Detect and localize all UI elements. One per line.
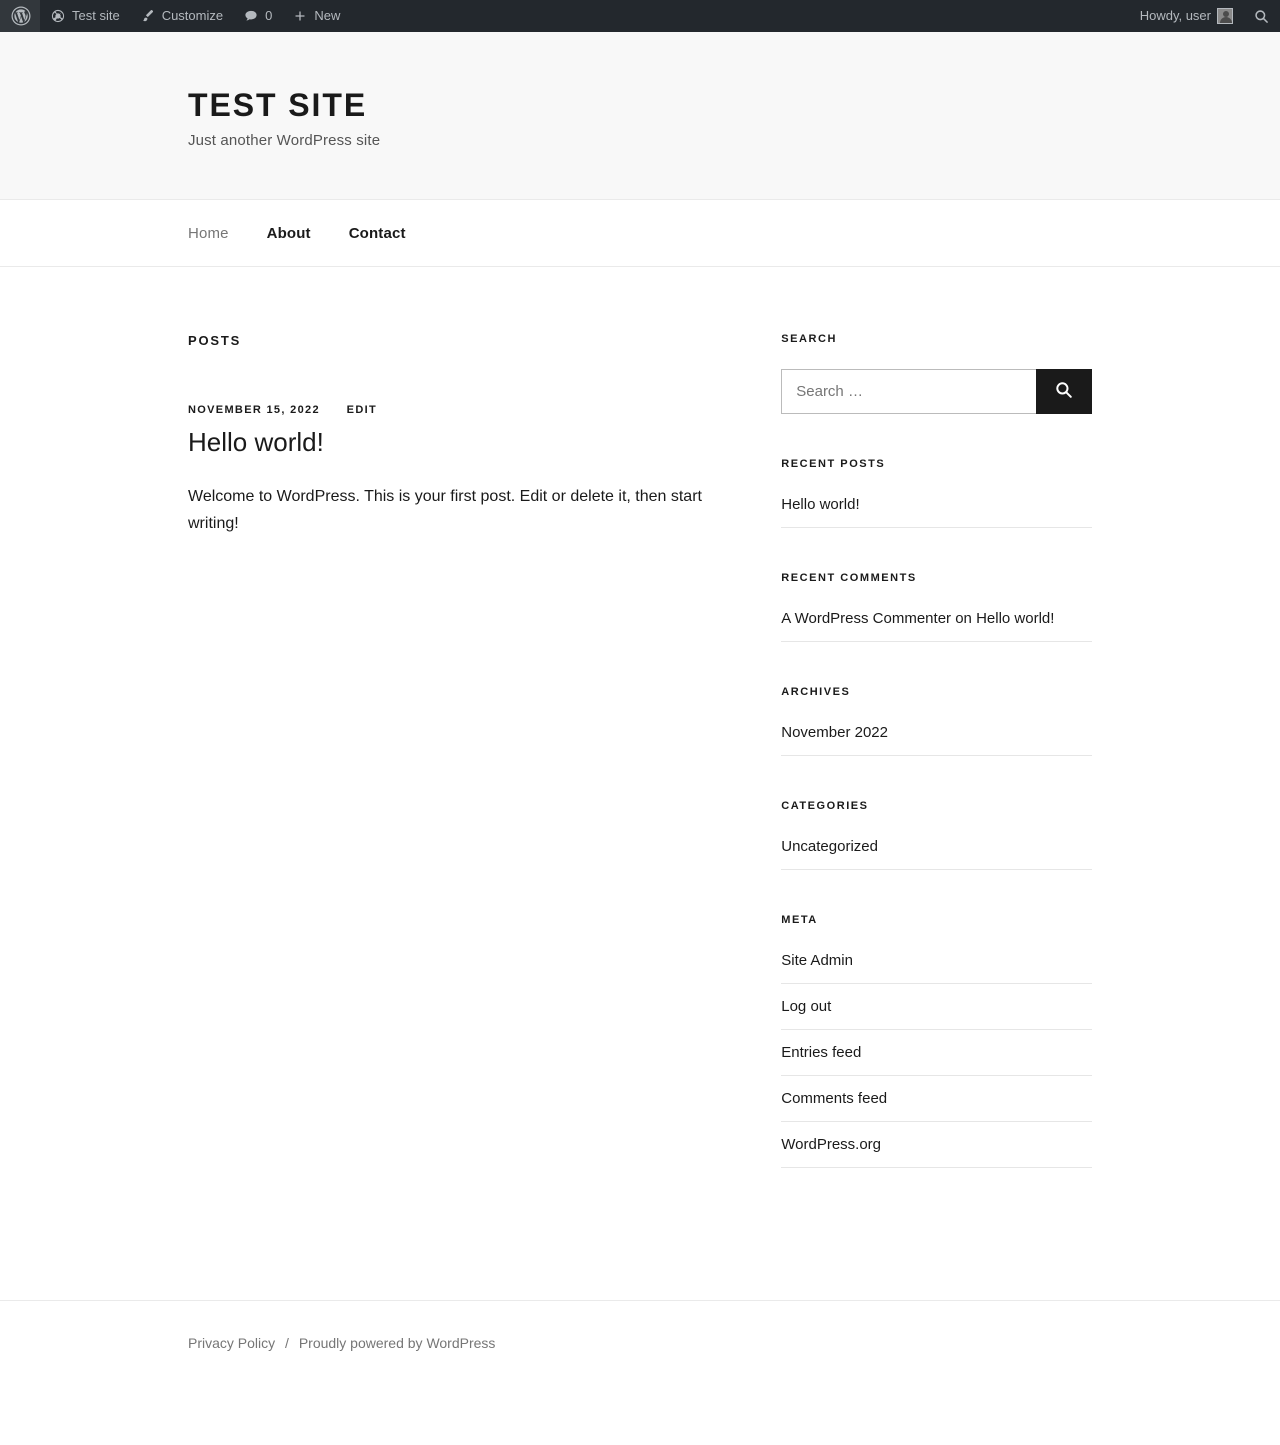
wp-logo-menu[interactable] bbox=[0, 0, 40, 32]
admin-bar-comments[interactable] bbox=[233, 0, 282, 32]
widget-meta-title: META bbox=[781, 914, 818, 927]
post-title[interactable]: Hello world! bbox=[188, 427, 324, 458]
recent-post-link[interactable]: Hello world! bbox=[781, 496, 860, 514]
dashboard-icon bbox=[50, 8, 66, 24]
site-header-inner bbox=[188, 86, 1092, 149]
posts-heading: POSTS bbox=[188, 333, 242, 349]
widget-search-title: SEARCH bbox=[781, 333, 837, 346]
nav-item-home[interactable]: Home bbox=[188, 224, 229, 242]
privacy-policy-link[interactable]: Privacy Policy bbox=[188, 1335, 276, 1352]
primary-navigation bbox=[0, 200, 1280, 267]
content-wrap bbox=[188, 267, 1092, 1212]
admin-bar-new-label: New bbox=[314, 8, 341, 23]
archives-list bbox=[781, 722, 1092, 756]
meta-list bbox=[781, 950, 1092, 1168]
main-content bbox=[188, 333, 721, 1212]
admin-bar-my-account[interactable] bbox=[1130, 0, 1243, 32]
admin-bar-new-content[interactable] bbox=[282, 0, 350, 32]
site-footer-inner bbox=[188, 1335, 1092, 1351]
wordpress-credit-link[interactable]: Proudly powered by WordPress bbox=[298, 1335, 496, 1352]
post-excerpt-text: Welcome to WordPress. This is your first post. Edit or delete it, then start writing! bbox=[188, 488, 702, 532]
comment-post-link[interactable]: Hello world! bbox=[976, 610, 1055, 628]
meta-link-site-admin[interactable]: Site Admin bbox=[781, 952, 853, 970]
list-item bbox=[781, 608, 1092, 642]
widget-archives bbox=[781, 686, 1092, 756]
wordpress-logo-icon bbox=[11, 6, 31, 26]
plus-icon bbox=[292, 8, 308, 24]
paintbrush-icon bbox=[140, 8, 156, 24]
list-item bbox=[781, 722, 1092, 756]
wp-admin-bar bbox=[0, 0, 1280, 32]
post-article bbox=[188, 404, 721, 537]
post-content bbox=[188, 484, 721, 537]
admin-bar-customize[interactable] bbox=[130, 0, 233, 32]
widget-recent-posts-title: RECENT POSTS bbox=[781, 458, 886, 471]
page-title[interactable]: TEST SITE bbox=[188, 87, 368, 123]
post-edit-link[interactable]: EDIT bbox=[346, 404, 378, 417]
site-header bbox=[0, 32, 1280, 200]
widget-categories-title: CATEGORIES bbox=[781, 800, 869, 813]
list-item bbox=[781, 836, 1092, 870]
list-item bbox=[781, 1076, 1092, 1122]
categories-list bbox=[781, 836, 1092, 870]
widget-recent-posts bbox=[781, 458, 1092, 528]
meta-link-comments-feed[interactable]: Comments feed bbox=[781, 1090, 888, 1108]
admin-bar-howdy-label: Howdy, user bbox=[1139, 8, 1211, 23]
search-icon bbox=[1054, 380, 1074, 403]
archive-link[interactable]: November 2022 bbox=[781, 724, 888, 742]
nav-item-contact[interactable]: Contact bbox=[348, 224, 406, 242]
admin-bar-comments-count: 0 bbox=[265, 8, 273, 23]
recent-comments-list bbox=[781, 608, 1092, 642]
admin-bar-site-name[interactable] bbox=[40, 0, 130, 32]
list-item bbox=[781, 984, 1092, 1030]
site-description: Just another WordPress site bbox=[188, 132, 381, 150]
admin-bar-left-group bbox=[0, 0, 350, 32]
comment-on-text: on bbox=[955, 610, 972, 628]
primary-navigation-inner bbox=[188, 200, 1092, 266]
meta-link-log-out[interactable]: Log out bbox=[781, 998, 832, 1016]
sidebar bbox=[781, 333, 1092, 1212]
search-form bbox=[781, 369, 1092, 414]
meta-link-entries-feed[interactable]: Entries feed bbox=[781, 1044, 862, 1062]
list-item bbox=[781, 494, 1092, 528]
search-input[interactable] bbox=[781, 369, 1036, 414]
recent-posts-list bbox=[781, 494, 1092, 528]
search-icon bbox=[1253, 8, 1270, 25]
admin-bar-site-name-label: Test site bbox=[72, 8, 120, 23]
widget-recent-comments-title: RECENT COMMENTS bbox=[781, 572, 917, 585]
comment-bubble-icon bbox=[243, 8, 259, 24]
nav-item-about[interactable]: About bbox=[266, 224, 311, 242]
search-submit-button[interactable] bbox=[1036, 369, 1092, 414]
site-footer bbox=[0, 1300, 1280, 1385]
admin-bar-right-group bbox=[1130, 0, 1280, 32]
widget-meta bbox=[781, 914, 1092, 1168]
admin-bar-customize-label: Customize bbox=[161, 8, 224, 23]
list-item bbox=[781, 950, 1092, 984]
avatar bbox=[1217, 8, 1233, 24]
footer-separator: / bbox=[285, 1335, 289, 1352]
widget-archives-title: ARCHIVES bbox=[781, 686, 851, 699]
admin-bar-search-toggle[interactable] bbox=[1243, 0, 1280, 32]
widget-recent-comments bbox=[781, 572, 1092, 642]
meta-link-wordpress-org[interactable]: WordPress.org bbox=[781, 1136, 882, 1154]
list-item bbox=[781, 1122, 1092, 1168]
post-meta bbox=[188, 404, 721, 416]
widget-categories bbox=[781, 800, 1092, 870]
category-link[interactable]: Uncategorized bbox=[781, 838, 878, 856]
list-item bbox=[781, 1030, 1092, 1076]
widget-search bbox=[781, 333, 1092, 414]
post-date-link[interactable]: NOVEMBER 15, 2022 bbox=[188, 404, 320, 417]
comment-author: A WordPress Commenter bbox=[781, 610, 952, 628]
content-area bbox=[188, 267, 1092, 1212]
